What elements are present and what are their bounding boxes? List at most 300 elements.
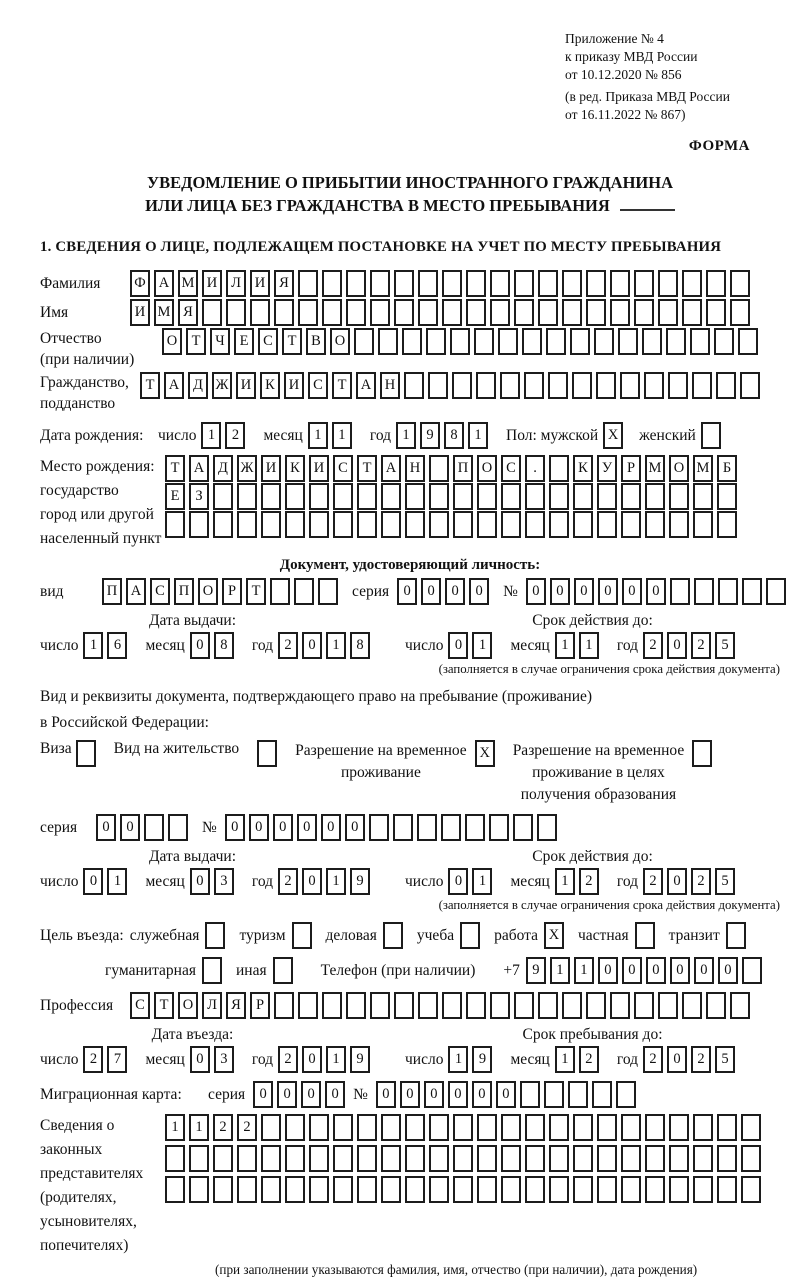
doc-series-label: серия [352,582,390,600]
char-box [573,1114,593,1141]
residence-doc-line1: Вид и реквизиты документа, подтверждающего право на пребывание (проживание) [40,688,593,705]
char-box: О [669,455,689,482]
doc-number-boxes [526,578,790,605]
char-box [597,1176,617,1203]
char-box [525,511,545,538]
citizenship-label-line2: подданство [40,395,116,412]
char-box: О [330,328,350,355]
char-box [274,992,294,1019]
char-box: К [285,455,305,482]
birthdate-label: Дата рождения: [40,426,144,444]
char-box: Т [165,455,185,482]
purpose-other-label: иная [235,961,267,979]
char-box [453,1176,473,1203]
title-line-2: ИЛИ ЛИЦА БЕЗ ГРАЖДАНСТВА В МЕСТО ПРЕБЫВАНИЯ [145,196,610,215]
visa-label: Виза [40,740,72,757]
field-row-name [40,299,780,326]
char-box [405,511,425,538]
purpose-work-label: работа [494,926,538,944]
char-box: М [154,299,174,326]
char-box: 0 [670,957,690,984]
char-box [730,270,750,297]
char-box [562,270,582,297]
char-box: 5 [715,868,735,895]
char-box [693,1114,713,1141]
char-box [666,328,686,355]
char-box [573,511,593,538]
char-box: 1 [326,1046,346,1073]
char-box [616,1081,636,1108]
char-box [549,483,569,510]
legal-rep-label-line5: усыновителях, [40,1213,137,1230]
char-box [189,511,209,538]
char-box [226,299,246,326]
char-box: А [189,455,209,482]
char-box: 0 [190,1046,210,1073]
char-box: 1 [83,632,103,659]
char-box [354,328,374,355]
char-box [309,1114,329,1141]
char-box: 5 [715,632,735,659]
char-box: С [333,455,353,482]
char-box: 1 [468,422,488,449]
birthplace-label [40,455,165,551]
field-row-res-series [40,814,780,841]
char-box [477,1176,497,1203]
char-box: Р [621,455,641,482]
char-box: 0 [301,1081,321,1108]
residence-doc-checkboxes [40,740,780,806]
char-box [498,328,518,355]
char-box [322,270,342,297]
char-box: 2 [691,868,711,895]
char-box [670,578,690,605]
char-box [189,1176,209,1203]
visit-purpose-label: Цель въезда: [40,926,124,944]
profession-label: Профессия [40,996,114,1014]
res-series-boxes [96,814,192,841]
legal-rep-label-line1: Сведения о [40,1117,115,1134]
char-box [716,372,736,399]
purpose-tourism-checkbox [292,922,316,949]
field-row-surname [40,270,780,297]
res-issue-heading: Дата выдачи: [148,848,237,865]
residence-doc-line2: в Российской Федерации: [40,714,209,731]
char-box: 0 [400,1081,420,1108]
form-label: ФОРМА [688,138,750,154]
char-box: X [603,422,623,449]
month-label: месяц [145,872,185,890]
char-box [429,511,449,538]
char-box [549,1114,569,1141]
char-box: Т [154,992,174,1019]
char-box [370,270,390,297]
phone-label: Телефон (при наличии) [320,961,476,979]
char-box: 2 [643,1046,663,1073]
entry-date-col [40,1025,405,1073]
char-box [477,1145,497,1172]
char-box: М [645,455,665,482]
char-box [442,992,462,1019]
char-box [261,1176,281,1203]
char-box: 1 [308,422,328,449]
char-box [610,299,630,326]
entry-month-boxes [190,1046,238,1073]
char-box [635,922,655,949]
char-box [453,1145,473,1172]
char-box: В [306,328,326,355]
char-box: 2 [643,868,663,895]
char-box [645,1145,665,1172]
char-box: 2 [83,1046,103,1073]
purpose-work-checkbox [544,922,568,949]
char-box [298,992,318,1019]
temp-residence-edu-label-line1: Разрешение на временное [512,742,685,759]
birthplace-row3-boxes [165,511,741,538]
char-box: Т [246,578,266,605]
char-box: 0 [622,578,642,605]
char-box: 0 [718,957,738,984]
char-box [418,992,438,1019]
char-box: Д [213,455,233,482]
patronymic-boxes [162,328,762,355]
char-box: 0 [325,1081,345,1108]
identity-doc-heading: Документ, удостоверяющий личность: [279,557,541,573]
char-box [298,270,318,297]
char-box: 2 [237,1114,257,1141]
char-box [693,511,713,538]
res-number-boxes [225,814,561,841]
res-issue-col [40,847,405,914]
char-box: 0 [496,1081,516,1108]
char-box [285,511,305,538]
char-box: И [202,270,222,297]
char-box [572,372,592,399]
char-box [730,299,750,326]
char-box [586,992,606,1019]
char-box [549,455,569,482]
char-box: 0 [225,814,245,841]
field-row-citizenship [40,372,780,414]
char-box: О [178,992,198,1019]
char-box [405,1114,425,1141]
phone-prefix: +7 [503,961,520,979]
char-box [621,1145,641,1172]
citizenship-boxes [140,372,764,399]
char-box: 0 [397,578,417,605]
field-row-doc-kind [40,578,780,605]
char-box [429,455,449,482]
surname-label: Фамилия [40,274,101,292]
char-box [514,299,534,326]
month-label: месяц [145,1050,185,1068]
char-box: А [154,270,174,297]
char-box: 2 [643,632,663,659]
char-box: 2 [213,1114,233,1141]
char-box: 0 [448,632,468,659]
purpose-business-checkbox [383,922,407,949]
char-box: 0 [190,632,210,659]
char-box [658,299,678,326]
birthplace-boxes [165,455,741,539]
char-box: 1 [550,957,570,984]
char-box [549,1145,569,1172]
char-box: 1 [579,632,599,659]
temp-residence-option [295,740,499,784]
entry-dates-block [40,1025,780,1073]
char-box [706,299,726,326]
char-box [465,814,485,841]
char-box [442,270,462,297]
char-box [610,270,630,297]
visit-purpose-row1 [40,922,780,949]
char-box [309,1176,329,1203]
stay-year-boxes [643,1046,739,1073]
char-box [549,511,569,538]
char-box: С [308,372,328,399]
char-box: 1 [326,868,346,895]
char-box [418,270,438,297]
res-issue-month-boxes [190,868,238,895]
char-box [717,1176,737,1203]
purpose-study-label: учеба [416,926,455,944]
char-box: 1 [555,868,575,895]
birth-month-boxes [308,422,356,449]
res-number-sign: № [202,818,217,836]
char-box [620,372,640,399]
char-box [285,1145,305,1172]
char-box [273,957,293,984]
citizenship-label [40,372,140,414]
char-box: С [258,328,278,355]
char-box [692,372,712,399]
char-box [404,372,424,399]
month-label: месяц [510,1050,550,1068]
char-box [250,299,270,326]
mig-series-label: серия [208,1085,246,1103]
char-box: 8 [444,422,464,449]
legal-rep-label [40,1114,165,1258]
mig-series-boxes [253,1081,349,1108]
char-box [378,328,398,355]
char-box [693,1145,713,1172]
header-amend-line: (в ред. Приказа МВД России [565,89,730,104]
char-box [562,992,582,1019]
res-valid-year-boxes [643,868,739,895]
char-box: 0 [448,868,468,895]
char-box: Т [140,372,160,399]
char-box: А [164,372,184,399]
sex-female-label: женский [639,426,696,444]
char-box [718,578,738,605]
entry-year-boxes [278,1046,374,1073]
char-box: 0 [646,578,666,605]
day-label: число [40,636,79,654]
res-issue-year-boxes [278,868,374,895]
char-box: Е [234,328,254,355]
char-box: X [475,740,495,767]
char-box [573,483,593,510]
char-box [322,299,342,326]
char-box: 1 [472,868,492,895]
char-box [453,511,473,538]
char-box: 9 [420,422,440,449]
char-box [690,328,710,355]
surname-boxes [130,270,754,297]
char-box [202,957,222,984]
char-box: И [130,299,150,326]
char-box: 1 [201,422,221,449]
char-box [522,328,542,355]
char-box [477,1114,497,1141]
char-box: 2 [278,868,298,895]
char-box: 0 [302,868,322,895]
char-box [428,372,448,399]
char-box [292,922,312,949]
year-label: год [251,1050,274,1068]
res-valid-month-boxes [555,868,603,895]
char-box [513,814,533,841]
char-box [570,328,590,355]
doc-issue-day-boxes [83,632,131,659]
char-box [405,1145,425,1172]
birth-year-boxes [396,422,492,449]
char-box [189,1145,209,1172]
purpose-private-checkbox [635,922,659,949]
char-box [645,1176,665,1203]
phone-boxes [526,957,766,984]
char-box [669,1176,689,1203]
legal-rep-label-line6: попечителях) [40,1237,129,1254]
char-box [346,270,366,297]
migration-card-label: Миграционная карта: [40,1085,182,1103]
char-box [597,511,617,538]
char-box: 0 [667,632,687,659]
year-label: год [616,1050,639,1068]
char-box [621,1114,641,1141]
doc-kind-label: вид [40,582,64,600]
char-box [346,299,366,326]
char-box: Т [186,328,206,355]
char-box [261,1145,281,1172]
header-line: от 10.12.2020 № 856 [565,67,682,82]
char-box: 9 [472,1046,492,1073]
char-box: 0 [249,814,269,841]
year-label: год [616,636,639,654]
char-box [717,1145,737,1172]
char-box [322,992,342,1019]
char-box [594,328,614,355]
doc-valid-heading: Срок действия до: [532,612,653,629]
char-box [634,270,654,297]
char-box [597,1145,617,1172]
char-box [237,511,257,538]
char-box [717,511,737,538]
char-box [490,299,510,326]
char-box [524,372,544,399]
char-box: Я [178,299,198,326]
char-box: X [544,922,564,949]
char-box: 0 [253,1081,273,1108]
char-box: Т [282,328,302,355]
char-box: К [260,372,280,399]
char-box [621,511,641,538]
char-box [165,1176,185,1203]
char-box: 1 [332,422,352,449]
char-box: 2 [691,1046,711,1073]
char-box: 0 [574,578,594,605]
char-box: Л [226,270,246,297]
char-box: 0 [297,814,317,841]
stay-month-boxes [555,1046,603,1073]
purpose-humanitarian-checkbox [202,957,226,984]
day-label: число [40,872,79,890]
char-box [741,1145,761,1172]
visa-checkbox [76,740,100,767]
char-box [586,270,606,297]
mig-number-sign: № [353,1085,368,1103]
char-box [668,372,688,399]
char-box [394,270,414,297]
char-box [426,328,446,355]
sex-female-checkbox [701,422,725,449]
residence-permit-option [114,740,282,767]
char-box: 0 [277,1081,297,1108]
char-box [453,483,473,510]
char-box [213,483,233,510]
char-box [634,992,654,1019]
char-box [274,299,294,326]
char-box: 0 [190,868,210,895]
char-box: 1 [396,422,416,449]
temp-residence-edu-label [513,740,685,806]
char-box [357,1114,377,1141]
temp-residence-checkbox [475,740,499,767]
char-box [309,483,329,510]
char-box [597,483,617,510]
doc-issue-month-boxes [190,632,238,659]
char-box [634,299,654,326]
char-box: Л [202,992,222,1019]
char-box: Ж [212,372,232,399]
char-box [333,1114,353,1141]
char-box [549,1176,569,1203]
char-box: И [261,455,281,482]
legal-rep-label-line3: представителях [40,1165,144,1182]
day-label: число [405,636,444,654]
char-box: З [189,483,209,510]
blank-underline [620,195,675,211]
patronymic-label [40,328,162,370]
char-box [144,814,164,841]
doc-valid-month-boxes [555,632,603,659]
char-box: П [102,578,122,605]
char-box [501,483,521,510]
char-box: 2 [691,632,711,659]
doc-valid-year-boxes [643,632,739,659]
char-box [370,992,390,1019]
char-box: Т [332,372,352,399]
char-box [742,957,762,984]
char-box [466,992,486,1019]
char-box [257,740,277,767]
char-box: П [174,578,194,605]
char-box: И [309,455,329,482]
char-box [592,1081,612,1108]
char-box: 1 [326,632,346,659]
char-box [393,814,413,841]
doc-number-sign: № [503,582,518,600]
